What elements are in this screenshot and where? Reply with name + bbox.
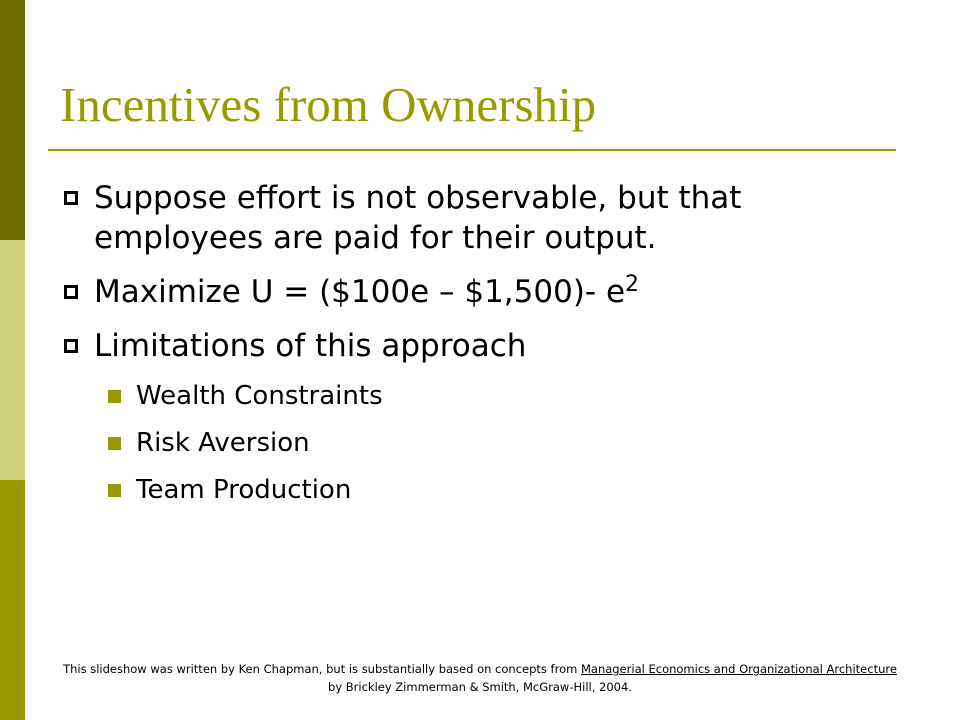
sub-bullet-item bbox=[58, 380, 908, 412]
title-underline bbox=[48, 149, 896, 151]
side-bar-middle bbox=[0, 240, 25, 480]
filled-square-bullet-icon bbox=[108, 484, 121, 497]
sub-bullet-item bbox=[58, 474, 908, 506]
footer-book-title: Managerial Economics and Organizational Architecture bbox=[580, 662, 897, 676]
sub-bullet-item bbox=[58, 427, 908, 459]
hollow-square-bullet-icon bbox=[64, 285, 78, 299]
bullet-item bbox=[58, 178, 908, 258]
footer-citation bbox=[60, 660, 900, 696]
filled-square-bullet-icon bbox=[108, 437, 121, 450]
footer-suffix: by Brickley Zimmerman & Smith, McGraw-Hill, 2004. bbox=[328, 680, 632, 694]
bullet-text: Maximize U = ($100e – $1,500)- e bbox=[94, 274, 626, 310]
footer-prefix: This slideshow was written by Ken Chapman, but is substantially based on concepts from bbox=[63, 662, 578, 676]
bullet-text: Limitations of this approach bbox=[94, 328, 527, 364]
exponent: 2 bbox=[625, 272, 640, 297]
sub-bullet-text: Risk Aversion bbox=[136, 428, 310, 458]
side-bar-top bbox=[0, 0, 25, 240]
hollow-square-bullet-icon bbox=[64, 339, 78, 353]
sub-bullet-text: Team Production bbox=[136, 475, 352, 505]
side-bar-bottom bbox=[0, 480, 25, 720]
hollow-square-bullet-icon bbox=[64, 191, 78, 205]
bullet-list bbox=[58, 178, 908, 521]
bullet-item bbox=[58, 272, 908, 312]
sub-bullet-text: Wealth Constraints bbox=[136, 381, 383, 411]
bullet-text: Suppose effort is not observable, but that employees are paid for their output. bbox=[94, 180, 742, 256]
bullet-item bbox=[58, 326, 908, 366]
slide-title: Incentives from Ownership bbox=[60, 77, 597, 132]
filled-square-bullet-icon bbox=[108, 390, 121, 403]
